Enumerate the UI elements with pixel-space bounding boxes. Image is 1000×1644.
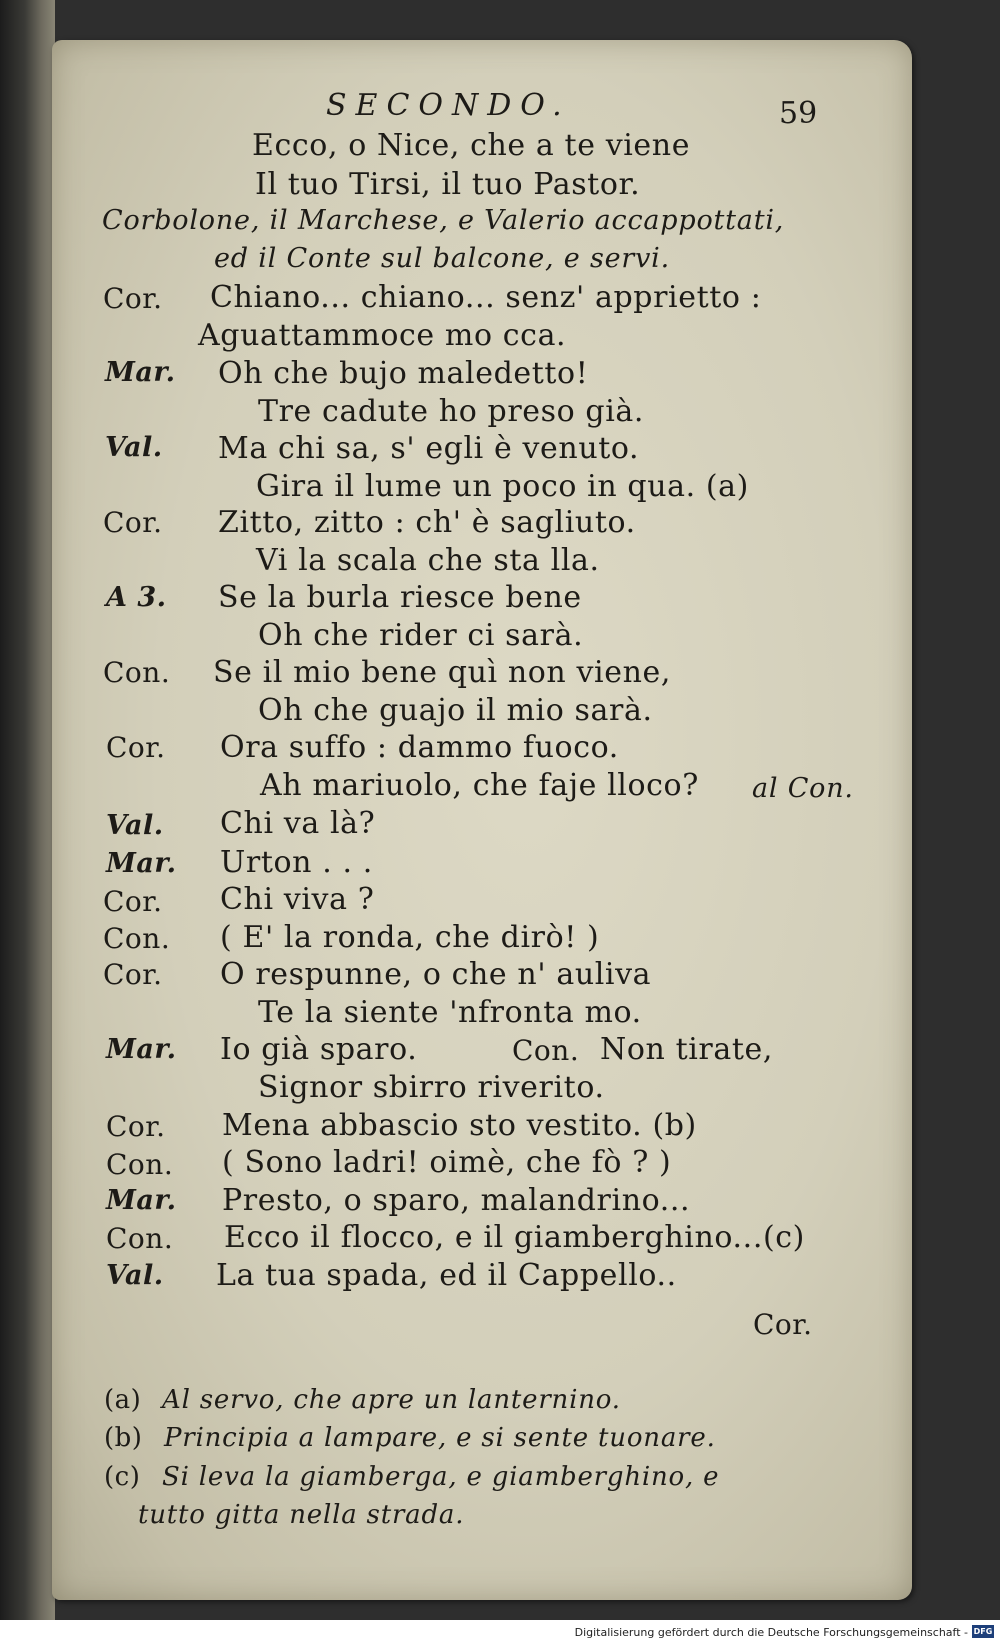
speaker-label: Cor. [106,1110,166,1143]
speaker-label: Mar. [106,1185,177,1216]
verse-line: La tua spada, ed il Cappello.. [216,1258,677,1293]
speaker-label: Val. [105,432,163,463]
catchword: Cor. [753,1308,813,1341]
page-number: 59 [779,96,818,131]
verse-line: Gira il lume un poco in qua. (a) [256,469,749,504]
speaker-label: Cor. [103,885,163,918]
speaker-label: Val. [106,810,164,841]
speaker-label: Cor. [103,958,163,991]
footnote-text: tutto gitta nella strada. [138,1500,465,1530]
speaker-label: Mar. [106,1034,177,1065]
footnote-mark: (a) [104,1385,142,1415]
footnote-text: Principia a lampare, e si sente tuonare. [164,1423,716,1453]
footnote-mark: (c) [104,1462,141,1492]
book-page [52,40,912,1600]
speaker-label: Mar. [106,848,177,879]
verse-line: Ora suffo : dammo fuoco. [220,730,619,765]
verse-line: O respunne, o che n' auliva [220,957,652,992]
speaker-label: Cor. [103,506,163,539]
verse-line: Il tuo Tirsi, il tuo Pastor. [255,167,641,202]
verse-line: Signor sbirro riverito. [258,1070,605,1105]
footnote-text: Si leva la giamberga, e giamberghino, e [162,1462,720,1492]
running-header: SECONDO. [326,88,571,123]
speaker-label: Cor. [103,282,163,315]
digitization-credit: Digitalisierung gefördert durch die Deutsche Forschungsgemeinschaft - [574,1626,968,1639]
verse-line: Presto, o sparo, malandrino... [222,1183,691,1218]
verse-line: Non tirate, [600,1032,773,1067]
verse-line: Ecco, o Nice, che a te viene [252,128,691,163]
speaker-label: Con. [106,1148,174,1181]
verse-line: Oh che guajo il mio sarà. [258,693,653,728]
verse-line: Zitto, zitto : ch' è sagliuto. [218,505,636,540]
stage-direction: Corbolone, il Marchese, e Valerio accappottati, [102,205,785,236]
verse-line: Se il mio bene quì non viene, [213,655,671,690]
speaker-label: Mar. [105,357,176,388]
speaker-label: Con. [512,1034,580,1067]
verse-line: Ma chi sa, s' egli è venuto. [218,431,640,466]
footnote-mark: (b) [104,1423,143,1453]
verse-line: ( E' la ronda, che dirò! ) [220,920,600,955]
speaker-label: Con. [106,1222,174,1255]
verse-line: Ecco il flocco, e il giamberghino...(c) [224,1220,805,1255]
verse-line: Urton . . . [220,845,373,880]
verse-line: Tre cadute ho preso già. [258,394,645,429]
speaker-label: A 3. [106,582,167,613]
book-binding-edge [0,0,55,1644]
speaker-label: Cor. [106,731,166,764]
verse-line: Oh che rider ci sarà. [258,618,584,653]
verse-line: Vi la scala che sta lla. [256,543,600,578]
verse-line: Mena abbascio sto vestito. (b) [222,1108,697,1143]
verse-line: Ah mariuolo, che faje lloco? [260,768,699,803]
speaker-label: Con. [103,656,171,689]
stage-direction: ed il Conte sul balcone, e servi. [214,243,670,274]
verse-line: Se la burla riesce bene [218,580,582,615]
verse-line: Io già sparo. [220,1032,418,1067]
verse-line: ( Sono ladri! oimè, che fò ? ) [222,1145,672,1180]
verse-line: Chi va là? [220,806,376,841]
footnote-text: Al servo, che apre un lanternino. [162,1385,621,1415]
speaker-label: Val. [106,1260,164,1291]
verse-line: Te la siente 'nfronta mo. [258,995,642,1030]
verse-line: Chi viva ? [220,882,375,917]
verse-line: Aguattammoce mo cca. [198,318,567,353]
verse-line: Chiano... chiano... senz' apprietto : [210,280,762,315]
dfg-logo-icon: DFG [973,1627,993,1636]
aside-direction: al Con. [752,773,854,804]
speaker-label: Con. [103,922,171,955]
verse-line: Oh che bujo maledetto! [218,356,589,391]
